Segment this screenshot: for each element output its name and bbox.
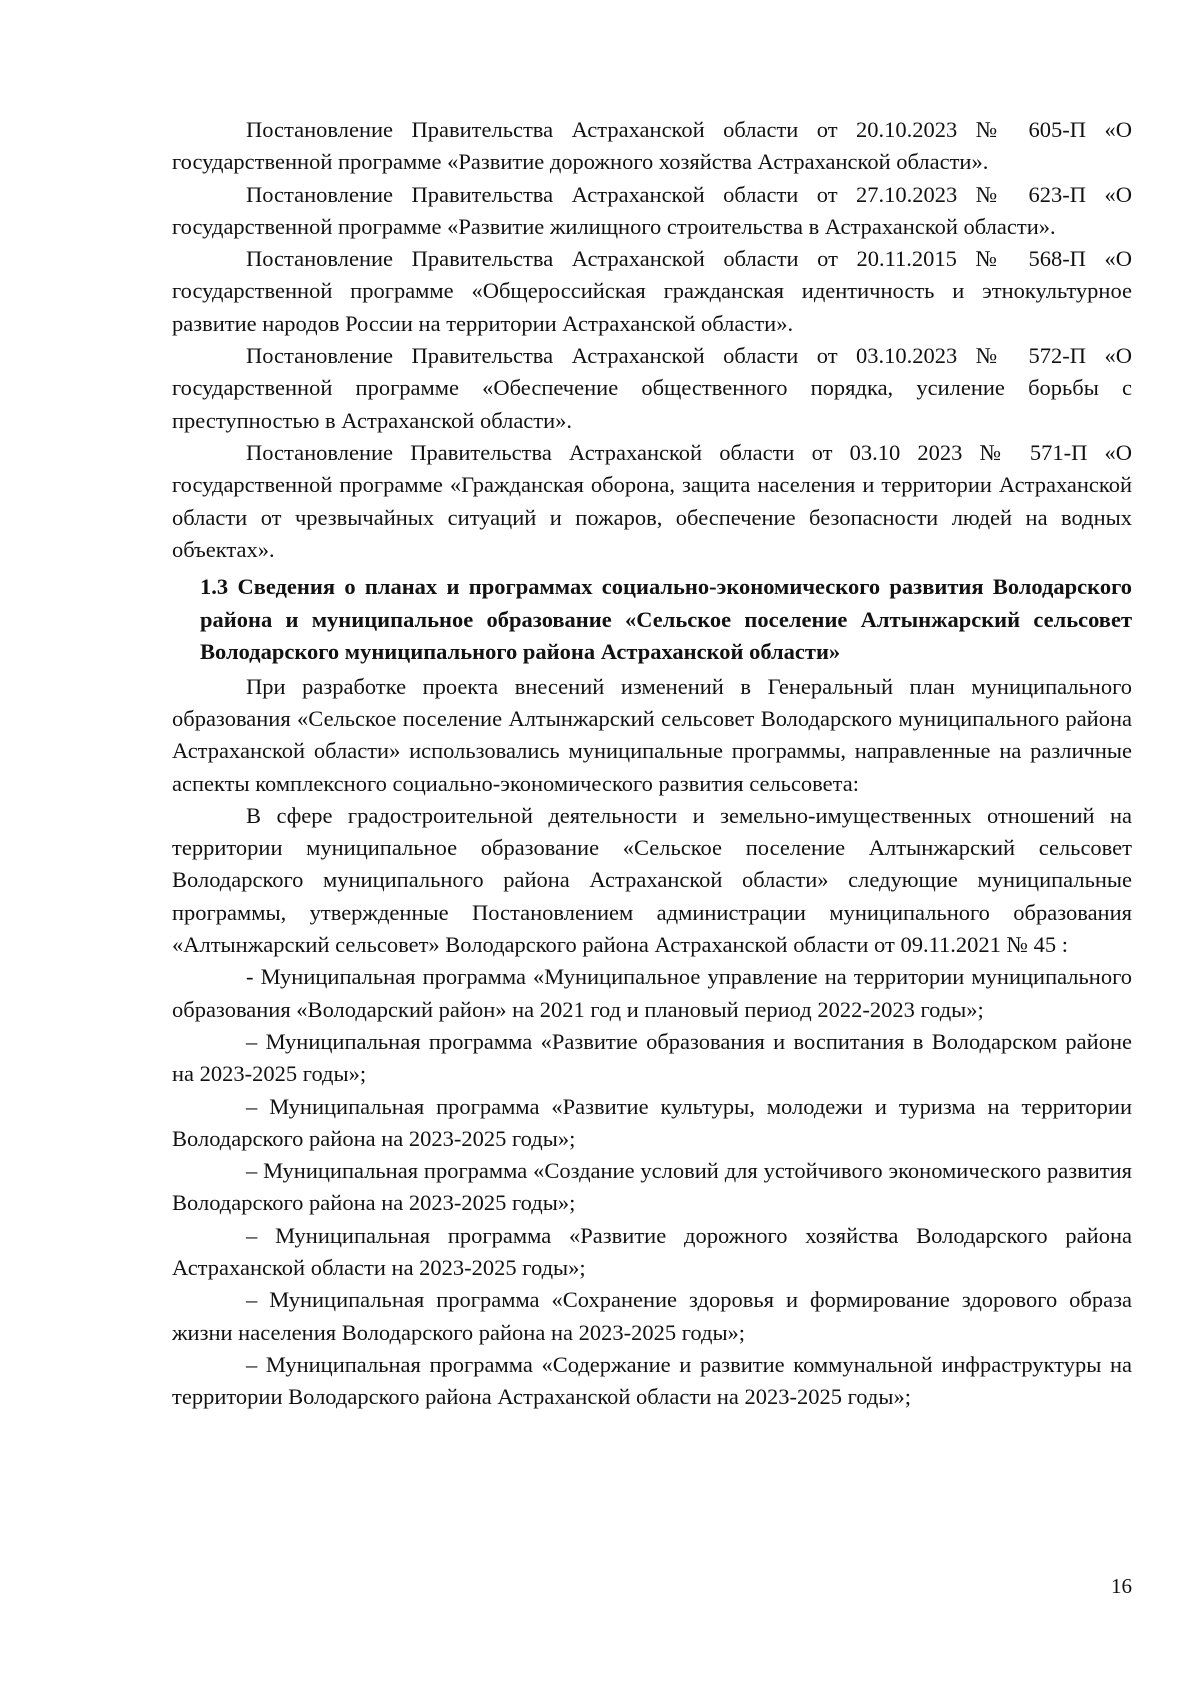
paragraph-decree-605: Постановление Правительства Астраханской области от 20.10.2023 № 605-П «О государственной программе «Развитие дорожного хозяйства Астраханской области». [172, 117, 1132, 175]
list-item: – Муниципальная программа «Развитие дорожного хозяйства Володарского района Астраханской области на 2023-2025 годы»; [172, 1222, 1132, 1280]
list-item: – Муниципальная программа «Развитие образования и воспитания в Володарском районе на 2023-2025 годы»; [172, 1028, 1132, 1087]
list-item: – Муниципальная программа «Развитие культуры, молодежи и туризма на территории Володарского района на 2023-2025 годы»; [172, 1093, 1132, 1151]
list-item: – Муниципальная программа «Создание условий для устойчивого экономического развития Володарского района на 2023-2025 годы»; [172, 1158, 1132, 1216]
paragraph-urban-planning: В сфере градостроительной деятельности и земельно-имущественных отношений на территории муниципальное образование «Сельское поселение Алтынжарский сельсовет Володарского муниципального района Астраханской области» следующие муниципальные программы, утвержденные Постановлением администрации муниципального образования «Алтынжарский сельсовет» Володарского района Астраханской области от 09.11.2021 № 45 : [172, 802, 1132, 958]
list-item: – Муниципальная программа «Сохранение здоровья и формирование здорового образа жизни населения Володарского района на 2023-2025 годы»; [172, 1287, 1132, 1345]
paragraph-decree-572: Постановление Правительства Астраханской области от 03.10.2023 № 572-П «О государственной программе «Обеспечение общественного порядка, усиление борьбы с преступностью в Астраханской области». [172, 343, 1132, 433]
paragraph-general-plan: При разработке проекта внесений изменений в Генеральный план муниципального образования «Сельское поселение Алтынжарский сельсовет Володарского муниципального района Астраханской области» использовались муниципальные программы, направленные на различные аспекты комплексного социально-экономического развития сельсовета: [172, 673, 1132, 796]
paragraph-decree-568: Постановление Правительства Астраханской области от 20.11.2015 № 568-П «О государственной программе «Общероссийская гражданская идентичность и этнокультурное развитие народов России на территории Астраханской области». [172, 246, 1132, 336]
page-number: 16 [1111, 1574, 1132, 1598]
document-page [172, 114, 1132, 1413]
list-item: – Муниципальная программа «Содержание и развитие коммунальной инфраструктуры на территории Володарского района Астраханской области на 2023-2025 годы»; [172, 1351, 1132, 1410]
section-heading: 1.3 Сведения о планах и программах социально-экономического развития Володарского района и муниципальное образование «Сельское поселение Алтынжарский сельсовет Володарского муниципального района Астраханской области» [200, 574, 1132, 665]
paragraph-decree-623: Постановление Правительства Астраханской области от 27.10.2023 № 623-П «О государственной программе «Развитие жилищного строительства в Астраханской области». [172, 181, 1132, 239]
list-item: - Муниципальная программа «Муниципальное управление на территории муниципального образования «Володарский район» на 2021 год и плановый период 2022-2023 годы»; [172, 964, 1132, 1022]
paragraph-decree-571: Постановление Правительства Астраханской области от 03.10 2023 № 571-П «О государственной программе «Гражданская оборона, защита населения и территории Астраханской области от чрезвычайных ситуаций и пожаров, обеспечение безопасности людей на водных объектах». [172, 439, 1132, 562]
